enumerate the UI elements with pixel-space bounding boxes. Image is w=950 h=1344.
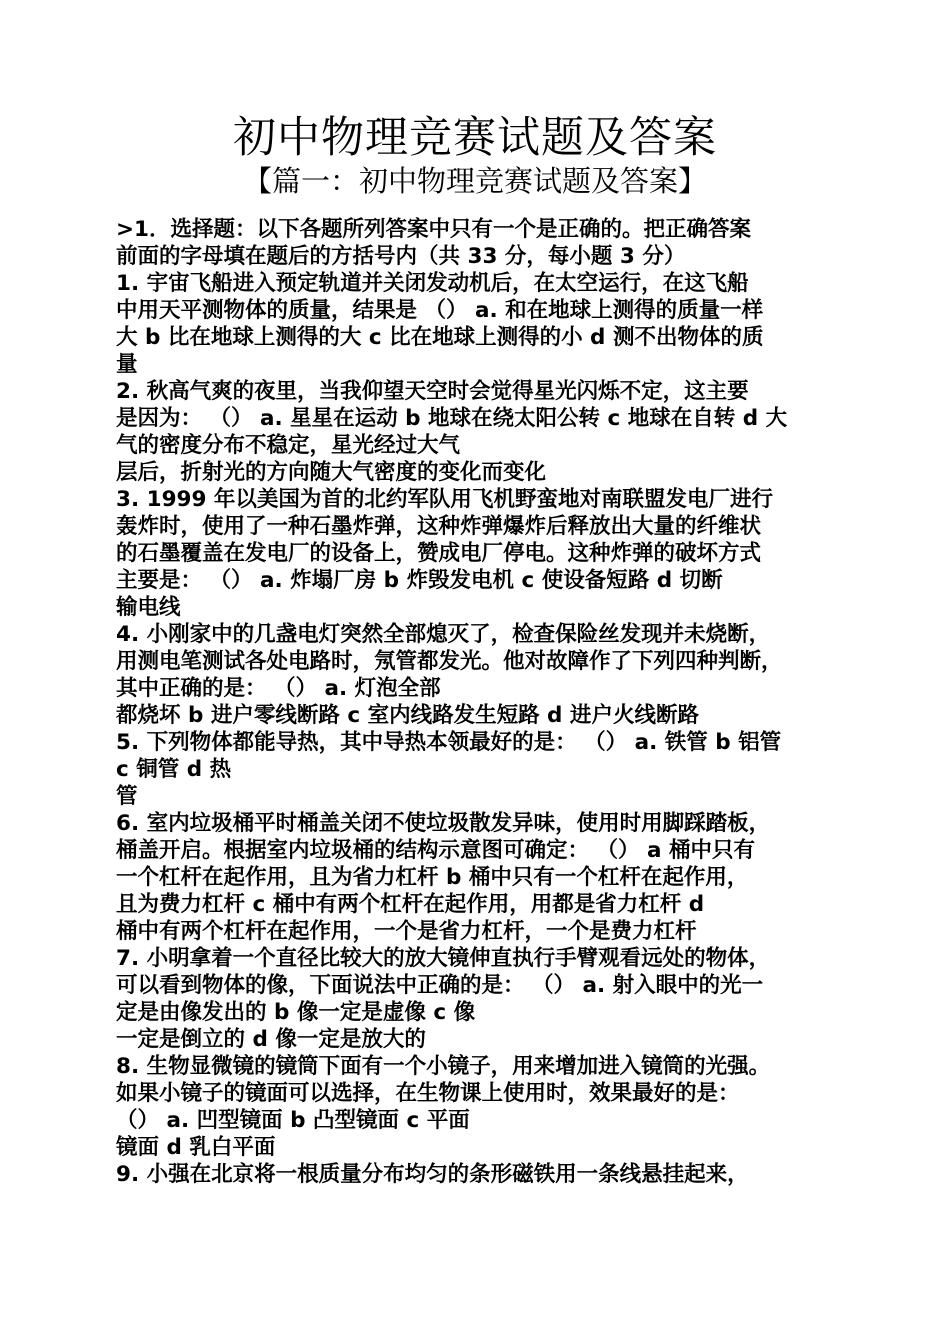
text-line: 大 b 比在地球上测得的大 c 比在地球上测得的小 d 测不出物体的质 — [116, 325, 764, 350]
text-line: 2. 秋高气爽的夜里，当我仰望天空时会觉得星光闪烁不定，这主要 — [116, 379, 749, 404]
text-line: 4. 小刚家中的几盏电灯突然全部熄灭了，检查保险丝发现并未烧断， — [116, 622, 771, 647]
text-line: 层后，折射光的方向随大气密度的变化而变化 — [116, 460, 547, 485]
document-subtitle: 【篇一：初中物理竞赛试题及答案】 — [242, 164, 707, 198]
text-line: 轰炸时，使用了一种石墨炸弹，这种炸弹爆炸后释放出大量的纤维状 — [116, 514, 762, 539]
document-title: 初中物理竞赛试题及答案 — [233, 113, 717, 163]
text-line: 一定是倒立的 d 像一定是放大的 — [116, 1027, 426, 1052]
text-line: 桶中有两个杠杆在起作用，一个是省力杠杆，一个是费力杠杆 — [116, 919, 697, 944]
text-line: 主要是： （） a. 炸塌厂房 b 炸毁发电机 c 使设备短路 d 切断 — [116, 568, 723, 593]
text-line: 7. 小明拿着一个直径比较大的放大镜伸直执行手臂观看远处的物体， — [116, 946, 771, 971]
text-line: >1．选择题：以下各题所列答案中只有一个是正确的。把正确答案 — [116, 217, 751, 242]
text-line: c 铜管 d 热 — [116, 757, 232, 782]
text-line: 镜面 d 乳白平面 — [116, 1135, 276, 1160]
text-line: 定是由像发出的 b 像一定是虚像 c 像 — [116, 1000, 476, 1025]
text-line: 管 — [116, 784, 138, 809]
text-line: 前面的字母填在题后的方括号内（共 33 分，每小题 3 分） — [116, 244, 686, 269]
text-line: 如果小镜子的镜面可以选择，在生物课上使用时，效果最好的是： — [116, 1081, 740, 1106]
text-line: 量 — [116, 352, 138, 377]
text-line: 6. 室内垃圾桶平时桶盖关闭不使垃圾散发异味，使用时用脚踩踏板， — [116, 811, 771, 836]
text-line: 1. 宇宙飞船进入预定轨道并关闭发动机后，在太空运行，在这飞船 — [116, 271, 749, 296]
text-line: 气的密度分布不稳定，星光经过大气 — [116, 433, 461, 458]
text-line: 8. 生物显微镜的镜筒下面有一个小镜子，用来增加进入镜筒的光强。 — [116, 1054, 771, 1079]
text-line: 且为费力杠杆 c 桶中有两个杠杆在起作用，用都是省力杠杆 d — [116, 892, 705, 917]
text-line: 都烧坏 b 进户零线断路 c 室内线路发生短路 d 进户火线断路 — [116, 703, 699, 728]
text-line: 可以看到物体的像，下面说法中正确的是： （） a. 射入眼中的光一 — [116, 973, 764, 998]
text-line: 5. 下列物体都能导热，其中导热本领最好的是： （） a. 铁管 b 铝管 — [116, 730, 782, 755]
text-line: 是因为： （） a. 星星在运动 b 地球在绕太阳公转 c 地球在自转 d 大 — [116, 406, 788, 431]
text-line: 一个杠杆在起作用，且为省力杠杆 b 桶中只有一个杠杆在起作用， — [116, 865, 749, 890]
text-line: 其中正确的是： （） a. 灯泡全部 — [116, 676, 441, 701]
text-line: 桶盖开启。根据室内垃圾桶的结构示意图可确定： （） a 桶中只有 — [116, 838, 755, 863]
text-line: 中用天平测物体的质量，结果是 （） a. 和在地球上测得的质量一样 — [116, 298, 764, 323]
text-line: 9. 小强在北京将一根质量分布均匀的条形磁铁用一条线悬挂起来， — [116, 1162, 749, 1187]
document-body — [116, 216, 856, 1188]
text-line: 3. 1999 年以美国为首的北约军队用飞机野蛮地对南联盟发电厂进行 — [116, 487, 773, 512]
text-line: 输电线 — [116, 595, 181, 620]
text-line: 用测电笔测试各处电路时，氖管都发光。他对故障作了下列四种判断， — [116, 649, 783, 674]
text-line: 的石墨覆盖在发电厂的设备上，赞成电厂停电。这种炸弹的破坏方式 — [116, 541, 762, 566]
text-line: （） a. 凹型镜面 b 凸型镜面 c 平面 — [116, 1108, 470, 1133]
